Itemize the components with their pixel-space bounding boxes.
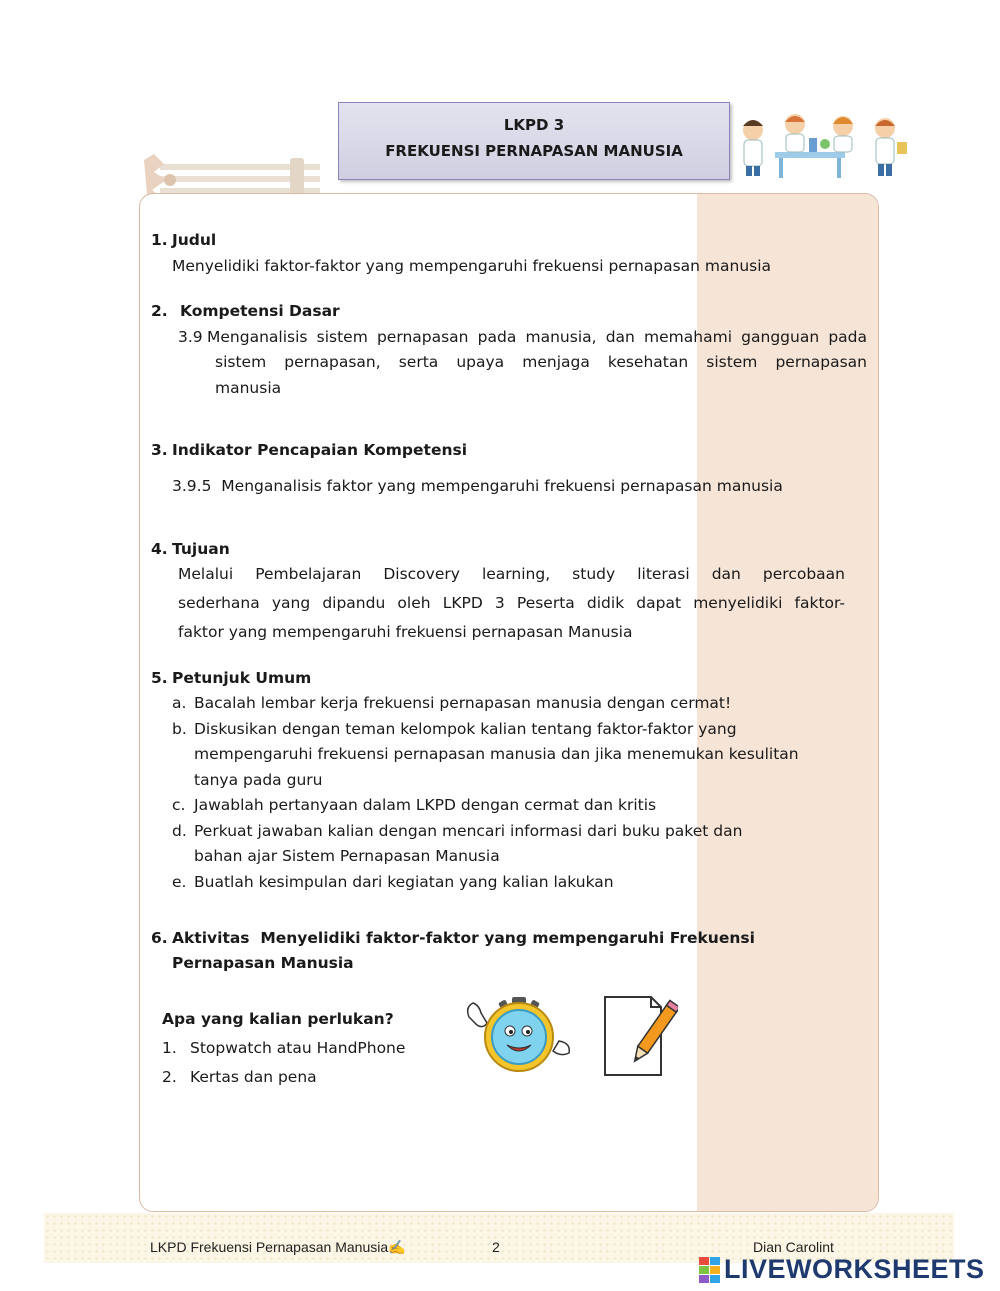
petunjuk-item-b-line-1: Diskusikan dengan teman kelompok kalian tentang faktor-faktor yang	[194, 720, 737, 738]
writing-hand-icon: ✍	[388, 1239, 406, 1255]
section-5-number: 5.	[151, 669, 168, 687]
kd-code: 3.9	[178, 328, 203, 346]
section-3-heading: Indikator Pencapaian Kompetensi	[172, 441, 468, 459]
kd-line-3: manusia	[215, 379, 282, 397]
section-2-number: 2.	[151, 302, 168, 320]
title-box	[338, 102, 730, 180]
kd-line-2: sistem pernapasan, serta upaya menjaga kesehatan sistem pernapasan	[215, 353, 867, 371]
needs-marker-1: 1.	[162, 1039, 177, 1057]
needs-item-1: Stopwatch atau HandPhone	[190, 1039, 406, 1057]
petunjuk-marker-e: e.	[172, 873, 187, 891]
needs-marker-2: 2.	[162, 1068, 177, 1086]
petunjuk-item-d-line-1: Perkuat jawaban kalian dengan mencari informasi dari buku paket dan	[194, 822, 743, 840]
section-2-heading: Kompetensi Dasar	[180, 302, 340, 320]
section-6-number: 6.	[151, 929, 168, 947]
paper-pencil-icon	[603, 995, 678, 1077]
tujuan-line-1: Melalui Pembelajaran Discovery learning, study literasi dan percobaan	[178, 565, 845, 583]
needs-item-2: Kertas dan pena	[190, 1068, 317, 1086]
section-1-number: 1.	[151, 231, 168, 249]
title-line-2: FREKUENSI PERNAPASAN MANUSIA	[385, 142, 683, 160]
kd-line-1: Menganalisis sistem pernapasan pada manusia, dan memahami gangguan pada	[207, 328, 867, 346]
indikator-text: 3.9.5 Menganalisis faktor yang mempengaruhi frekuensi pernapasan manusia	[172, 477, 783, 495]
petunjuk-marker-d: d.	[172, 822, 187, 840]
section-4-number: 4.	[151, 540, 168, 558]
petunjuk-item-c: Jawablah pertanyaan dalam LKPD dengan cermat dan kritis	[194, 796, 657, 814]
footer-title-text: LKPD Frekuensi Pernapasan Manusia	[150, 1239, 389, 1255]
stopwatch-icon	[463, 995, 575, 1075]
liveworksheets-logo-icon	[699, 1257, 721, 1284]
petunjuk-marker-b: b.	[172, 720, 187, 738]
section-6-heading-line-2: Pernapasan Manusia	[172, 954, 354, 972]
liveworksheets-brand: LIVEWORKSHEETS	[724, 1254, 985, 1284]
judul-text: Menyelidiki faktor-faktor yang mempengaruhi frekuensi pernapasan manusia	[172, 257, 772, 275]
petunjuk-item-d-line-2: bahan ajar Sistem Pernapasan Manusia	[194, 847, 500, 865]
footer-author: Dian Carolint	[753, 1239, 834, 1255]
section-6-heading-line-1: Aktivitas Menyelidiki faktor-faktor yang mempengaruhi Frekuensi	[172, 929, 755, 947]
petunjuk-item-b-line-2: mempengaruhi frekuensi pernapasan manusia dan jika menemukan kesulitan	[194, 745, 799, 763]
petunjuk-item-a: Bacalah lembar kerja frekuensi pernapasan manusia dengan cermat!	[194, 694, 732, 712]
footer-page-number: 2	[492, 1239, 500, 1255]
tujuan-line-2: sederhana yang dipandu oleh LKPD 3 Peserta didik dapat menyelidiki faktor-	[178, 594, 845, 612]
section-5-heading: Petunjuk Umum	[172, 669, 312, 687]
petunjuk-item-e: Buatlah kesimpulan dari kegiatan yang kalian lakukan	[194, 873, 614, 891]
tujuan-line-3: faktor yang mempengaruhi frekuensi pernapasan Manusia	[178, 623, 633, 641]
title-line-1: LKPD 3	[503, 116, 565, 134]
needs-subheading: Apa yang kalian perlukan?	[162, 1010, 394, 1028]
petunjuk-marker-a: a.	[172, 694, 187, 712]
petunjuk-item-b-line-3: tanya pada guru	[194, 771, 323, 789]
footer-title	[150, 1239, 406, 1256]
petunjuk-marker-c: c.	[172, 796, 186, 814]
section-3-number: 3.	[151, 441, 168, 459]
section-4-heading: Tujuan	[172, 540, 230, 558]
kids-scientists-illustration	[735, 100, 915, 180]
section-1-heading: Judul	[172, 231, 217, 249]
